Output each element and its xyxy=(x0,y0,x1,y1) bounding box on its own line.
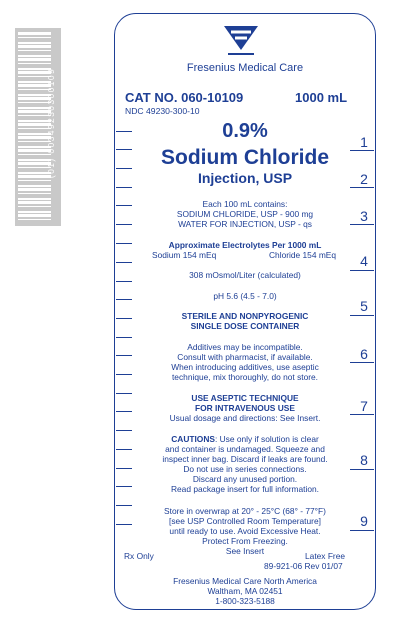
latex-free: Latex Free xyxy=(305,551,346,561)
contents-line: WATER FOR INJECTION, USP - qs xyxy=(178,219,312,229)
additives-line: technique, mix thoroughly, do not store. xyxy=(171,372,319,382)
graduation-tick xyxy=(116,524,132,525)
rx-only: Rx Only xyxy=(124,551,154,561)
manufacturer-name: Fresenius Medical Care xyxy=(186,62,304,74)
cautions-line: Do not use in series connections. xyxy=(183,464,307,474)
osmolarity: 308 mOsmol/Liter (calculated) xyxy=(189,270,301,280)
graduation-tick xyxy=(116,318,132,319)
sterile-line: SINGLE DOSE CONTAINER xyxy=(190,321,300,331)
graduation-tick-numbered xyxy=(350,315,374,316)
footer-city: Waltham, MA 02451 xyxy=(207,586,283,596)
graduation-number: 1 xyxy=(360,134,368,150)
storage-line: until ready to use. Avoid Excessive Heat. xyxy=(169,526,321,536)
contents-line: Each 100 mL contains: xyxy=(202,199,288,209)
graduation-tick xyxy=(116,355,132,356)
graduation-tick-numbered xyxy=(350,469,374,470)
additives-line: Additives may be incompatible. xyxy=(187,342,303,352)
graduation-tick xyxy=(116,149,132,150)
graduation-tick-numbered xyxy=(350,224,374,225)
storage-line: Protect From Freezing. xyxy=(202,536,288,546)
graduation-number: 6 xyxy=(360,346,368,362)
sterile-line: STERILE AND NONPYROGENIC xyxy=(181,311,309,321)
barcode xyxy=(15,28,61,226)
catalog-number: CAT NO. 060-10109 xyxy=(125,90,244,105)
graduation-tick-numbered xyxy=(350,414,374,415)
fresenius-logo-icon xyxy=(220,20,262,62)
dosage-line: Usual dosage and directions: See Insert. xyxy=(169,413,321,423)
footer-company: Fresenius Medical Care North America xyxy=(173,576,317,586)
graduation-tick xyxy=(116,337,132,338)
graduation-number: 4 xyxy=(360,253,368,269)
graduation-number: 2 xyxy=(360,171,368,187)
ndc-number: NDC 49230-300-10 xyxy=(125,106,200,116)
graduation-number: 9 xyxy=(360,513,368,529)
cautions-first-line xyxy=(120,434,370,444)
barcode-number: (01) 00349230300109 xyxy=(46,67,56,179)
storage-line: [see USP Controlled Room Temperature] xyxy=(169,516,321,526)
graduation-tick xyxy=(116,281,132,282)
graduation-tick xyxy=(116,187,132,188)
aseptic-line: USE ASEPTIC TECHNIQUE xyxy=(191,393,299,403)
aseptic-line: FOR INTRAVENOUS USE xyxy=(195,403,295,413)
graduation-tick-numbered xyxy=(350,270,374,271)
contents-line: SODIUM CHLORIDE, USP - 900 mg xyxy=(176,209,314,219)
graduation-tick-numbered xyxy=(350,530,374,531)
graduation-number: 7 xyxy=(360,398,368,414)
product-concentration: 0.9% xyxy=(222,120,268,142)
graduation-tick xyxy=(116,505,132,506)
cautions-line: Discard any unused portion. xyxy=(192,474,298,484)
graduation-tick-numbered xyxy=(350,150,374,151)
graduation-tick xyxy=(116,449,132,450)
cautions-line: and container is undamaged. Squeeze and xyxy=(165,444,325,454)
see-insert: See Insert xyxy=(225,546,265,556)
storage-line: Store in overwrap at 20° - 25°C (68° - 77°F) xyxy=(164,506,326,516)
graduation-tick-numbered xyxy=(350,187,374,188)
electrolytes-heading: Approximate Electrolytes Per 1000 mL xyxy=(168,240,322,250)
graduation-tick xyxy=(116,224,132,225)
graduation-tick xyxy=(116,168,132,169)
revision-code: 89-921-06 Rev 01/07 xyxy=(264,561,343,571)
product-form: Injection, USP xyxy=(197,170,293,186)
cautions-line: inspect inner bag. Discard if leaks are found. xyxy=(162,454,328,464)
volume: 1000 mL xyxy=(295,90,348,105)
graduation-tick xyxy=(116,468,132,469)
graduation-tick-numbered xyxy=(350,362,374,363)
cautions-label: CAUTIONS xyxy=(171,434,215,444)
graduation-tick xyxy=(116,486,132,487)
cautions-text: : Use only if solution is clear xyxy=(214,434,319,444)
electrolytes-sodium: Sodium 154 mEq xyxy=(152,250,217,260)
product-name: Sodium Chloride xyxy=(161,146,329,169)
graduation-tick xyxy=(116,374,132,375)
graduation-tick xyxy=(116,430,132,431)
footer-phone: 1-800-323-5188 xyxy=(215,596,275,606)
additives-line: When introducing additives, use aseptic xyxy=(171,362,319,372)
graduation-number: 5 xyxy=(360,298,368,314)
graduation-tick xyxy=(116,262,132,263)
graduation-tick xyxy=(116,243,132,244)
graduation-tick xyxy=(116,131,132,132)
electrolytes-chloride: Chloride 154 mEq xyxy=(269,250,337,260)
graduation-number: 3 xyxy=(360,208,368,224)
graduation-number: 8 xyxy=(360,452,368,468)
graduation-tick xyxy=(116,411,132,412)
graduation-tick xyxy=(116,299,132,300)
graduation-tick xyxy=(116,205,132,206)
additives-line: Consult with pharmacist, if available. xyxy=(177,352,313,362)
graduation-tick xyxy=(116,393,132,394)
cautions-line: Read package insert for full information. xyxy=(170,484,320,494)
ph-value: pH 5.6 (4.5 - 7.0) xyxy=(213,291,277,301)
